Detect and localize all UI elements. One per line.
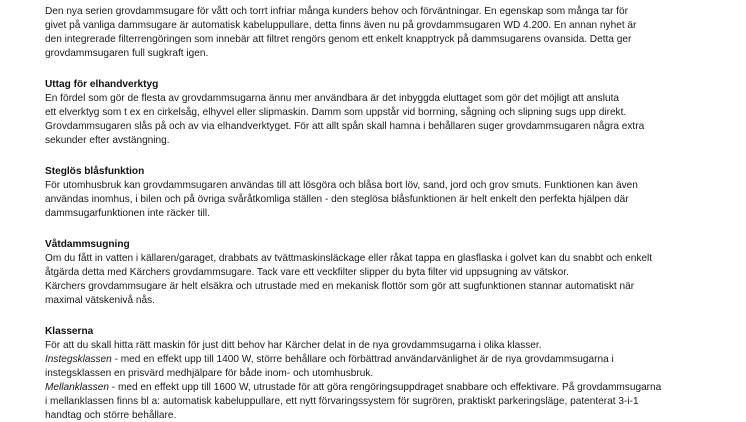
section-heading-power-outlet: Uttag för elhandverktyg (45, 79, 159, 90)
power-outlet-line-2: ett elverktyg som t ex en cirkelsåg, elhyvel eller slipmaskin. Damm som uppstår vid borrning, sågning och slipning sugs upp direkt. (45, 107, 627, 118)
intro-line-2: givet på vanliga dammsugare är automatisk kabeluppullare, detta finns även nu på grovdammsugaren WD 4.200. En annan nyhet är (45, 20, 637, 31)
intro-line-1: Den nya serien grovdammsugare för vått och torrt infriar många kunders behov och förväntningar. En egenskap som många tar för (45, 6, 628, 17)
wet-vacuuming-line-3: Kärchers grovdammsugare är helt elsäkra och utrustade med en mekanisk flottör som gör att sugfunktionen stannar automatiskt när (45, 281, 635, 292)
entry-class-line-2: instegsklassen en prisvärd medhjälpare för både inom- och utomhusbruk. (45, 368, 374, 379)
entry-class-text: - med en effekt upp till 1400 W, större behållare och förbättrad användarvänlighet är de nya grovdammsugarna i (111, 354, 614, 365)
wet-vacuuming-line-2: åtgärda detta med Kärchers grovdammsugare. Tack vare ett veckfilter slipper du byta filter vid uppsugning av vätskor. (45, 267, 569, 278)
section-heading-classes: Klasserna (45, 326, 94, 337)
intro-line-4: grovdammsugaren full sugkraft igen. (45, 48, 209, 59)
power-outlet-line-3: Grovdammsugaren slås på och av via elhandverktyget. För att allt spån skall hamna i behållaren suger grovdammsugaren några extra (45, 121, 645, 132)
classes-intro-line: För att du skall hitta rätt maskin för just ditt behov har Kärcher delat in de nya grovdammsugarna i olika klasser. (45, 340, 542, 351)
blow-function-line-3: dammsugarfunktionen inte räcker till. (45, 208, 210, 219)
section-heading-wet-vacuuming: Våtdammsugning (45, 239, 130, 250)
mid-class-line-3: handtag och större behållare. (45, 410, 177, 421)
section-heading-blow-function: Steglös blåsfunktion (45, 166, 145, 177)
wet-vacuuming-line-1: Om du fått in vatten i källaren/garaget, drabbats av tvättmaskinsläckage eller råkat tappa en glasflaska i golvet kan du snabbt och enkelt (45, 253, 653, 264)
entry-class-name: Instegsklassen (45, 354, 112, 365)
wet-vacuuming-line-4: maximal vätskenivå nås. (45, 295, 155, 306)
mid-class-line-2: i mellanklassen finns bl a: automatisk kabeluppullare, ett nytt förvaringssystem för sugrören, praktiskt parkeringsläge, patenterat 3-i-1 (45, 396, 639, 407)
intro-line-3: den integrerade filterrengöringen som innebär att filtret rengörs genom ett enkelt knapptryck på dammsugarens ovansida. Detta ger (45, 34, 632, 45)
mid-class-line-1 (45, 382, 661, 394)
power-outlet-line-4: sekunder efter avstängning. (45, 135, 170, 146)
blow-function-line-1: För utomhusbruk kan grovdammsugaren användas till att lösgöra och blåsa bort löv, sand, jord och grov smuts. Funktionen kan även (45, 180, 638, 191)
power-outlet-line-1: En fördel som gör de flesta av grovdammsugarna ännu mer användbara är det inbyggda eluttaget som gör det möjligt att ansluta (45, 93, 619, 104)
blow-function-line-2: användas inomhus, i bilen och på övriga svåråtkomliga ställen - den steglösa blåsfunktionen är helt enkelt den perfekta hjälpen där (45, 194, 629, 205)
entry-class-line-1 (45, 354, 614, 366)
mid-class-name: Mellanklassen (45, 382, 109, 393)
mid-class-text: - med en effekt upp till 1600 W, utrustade för att göra rengöringsuppdraget snabbare och effektivare. På grovdammsugarna (108, 382, 662, 393)
